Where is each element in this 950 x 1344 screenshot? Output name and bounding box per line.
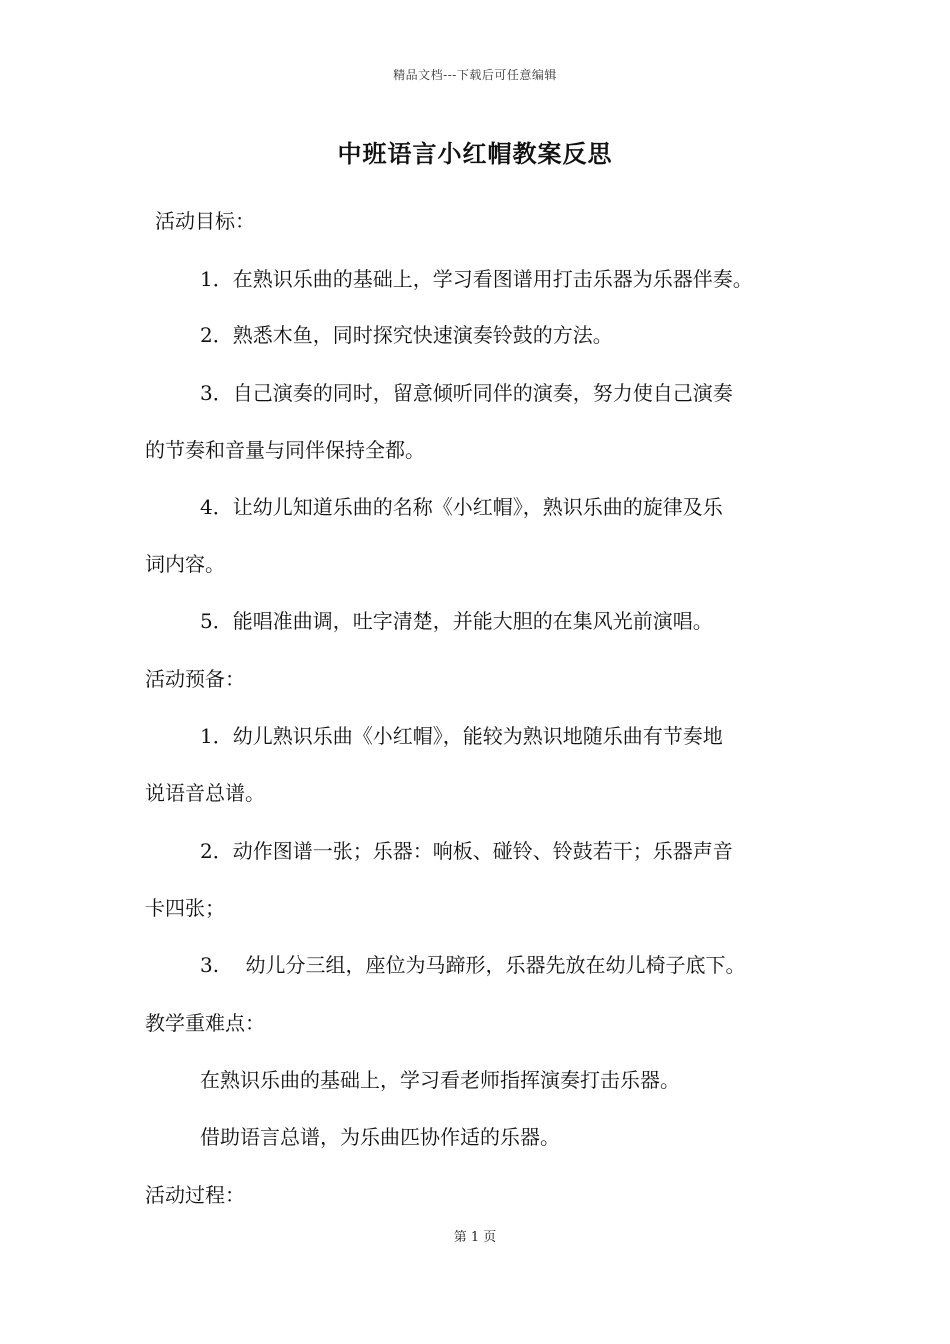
prep-item-2-line-1: 2．动作图谱一张；乐器：响板、碰铃、铃鼓若干；乐器声音: [200, 839, 733, 863]
header-note: 精品文档---下载后可任意编辑: [393, 68, 557, 82]
prep-item-1-line-1: 1．幼儿熟识乐曲《小红帽》，能较为熟识地随乐曲有节奏地: [200, 724, 723, 748]
goal-item-1: 1．在熟识乐曲的基础上，学习看图谱用打击乐器为乐器伴奏。: [200, 267, 753, 291]
prep-item-2-line-2: 卡四张；: [145, 896, 225, 920]
goal-item-2: 2．熟悉木鱼，同时探究快速演奏铃鼓的方法。: [200, 323, 613, 347]
keypoints-heading: 教学重难点：: [145, 1011, 265, 1035]
goal-item-4-line-2: 词内容。: [145, 552, 225, 576]
page-number: 第 1 页: [453, 1230, 497, 1245]
goal-item-5: 5．能唱准曲调，吐字清楚，并能大胆的在集风光前演唱。: [200, 609, 713, 633]
goal-item-4-line-1: 4．让幼儿知道乐曲的名称《小红帽》，熟识乐曲的旋律及乐: [200, 495, 723, 519]
prep-item-1-line-2: 说语音总谱。: [145, 781, 265, 805]
goals-heading: 活动目标：: [155, 209, 255, 233]
keypoint-line-1: 在熟识乐曲的基础上，学习看老师指挥演奏打击乐器。: [200, 1068, 680, 1092]
process-heading: 活动过程：: [145, 1183, 245, 1207]
prep-heading: 活动预备：: [145, 667, 245, 691]
prep-item-3: 3. 幼儿分三组，座位为马蹄形，乐器先放在幼儿椅子底下。: [200, 953, 746, 977]
goal-item-3-line-2: 的节奏和音量与同伴保持全都。: [145, 438, 425, 462]
goal-item-3-line-1: 3．自己演奏的同时，留意倾听同伴的演奏，努力使自己演奏: [200, 381, 733, 405]
document-title: 中班语言小红帽教案反思: [337, 139, 613, 168]
keypoint-line-2: 借助语言总谱，为乐曲匹协作适的乐器。: [200, 1125, 560, 1149]
